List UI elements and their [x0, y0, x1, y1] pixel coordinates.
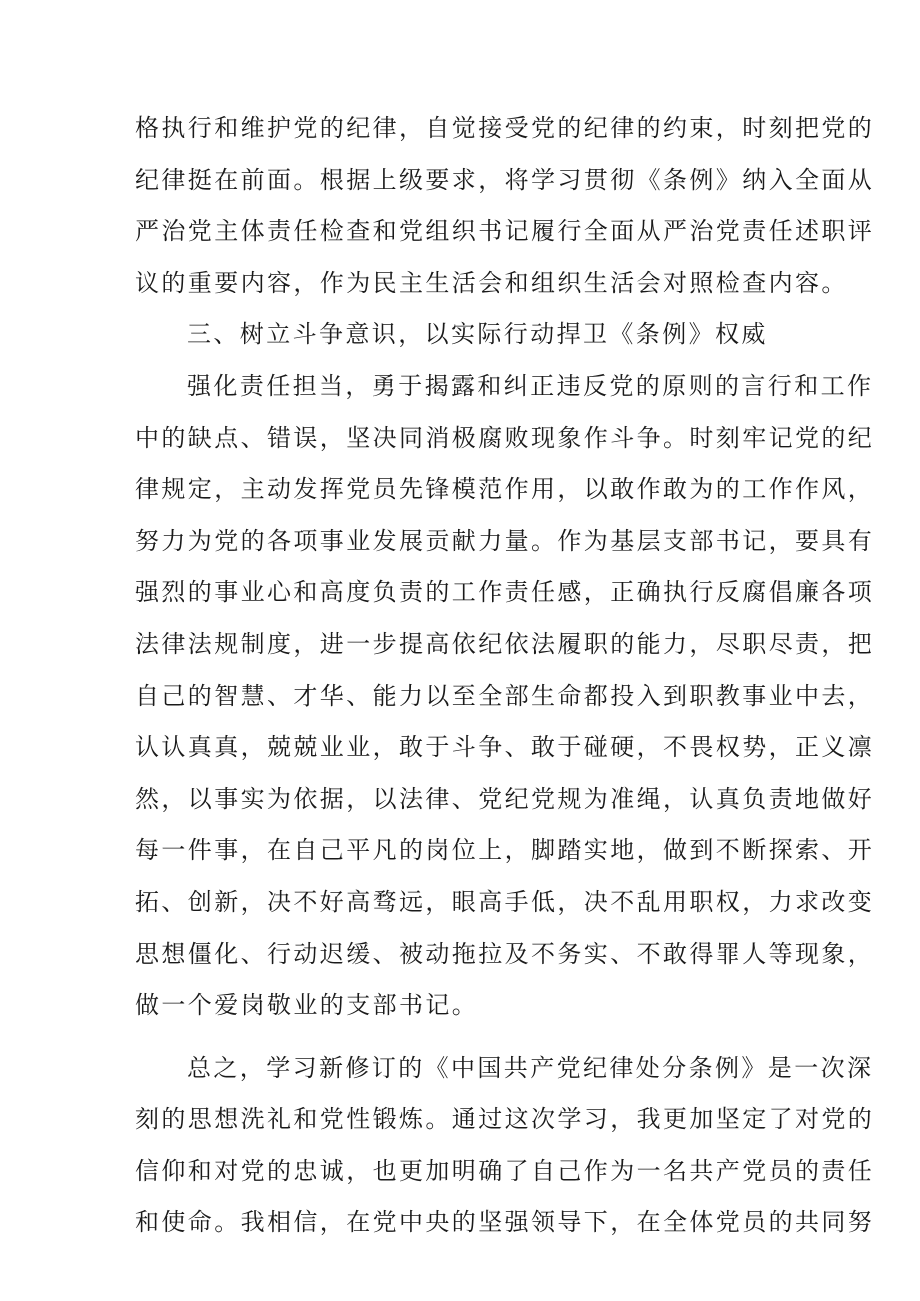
text-line: 刻的思想洗礼和党性锻炼。通过这次学习，我更加坚定了对党的: [135, 1105, 875, 1134]
text-line: 纪律挺在前面。根据上级要求，将学习贯彻《条例》纳入全面从: [135, 165, 875, 194]
text-line: 然，以事实为依据，以法律、党纪党规为准绳，认真负责地做好: [135, 784, 875, 813]
text-line: 律规定，主动发挥党员先锋模范作用，以敢作敢为的工作作风，: [135, 475, 875, 504]
text-line: 思想僵化、行动迟缓、被动拖拉及不务实、不敢得罪人等现象，: [135, 939, 875, 968]
text-line: 认认真真，兢兢业业，敢于斗争、敢于碰硬，不畏权势，正义凛: [135, 733, 875, 762]
text-line: 议的重要内容，作为民主生活会和组织生活会对照检查内容。: [135, 268, 848, 297]
text-line: 拓、创新，决不好高骛远，眼高手低，决不乱用职权，力求改变: [135, 887, 875, 916]
text-line: 总之，学习新修订的《中国共产党纪律处分条例》是一次深: [187, 1053, 874, 1082]
text-line: 严治党主体责任检查和党组织书记履行全面从严治党责任述职评: [135, 217, 875, 246]
text-line: 强化责任担当，勇于揭露和纠正违反党的原则的言行和工作: [187, 371, 874, 400]
text-line: 格执行和维护党的纪律，自觉接受党的纪律的约束，时刻把党的: [135, 114, 875, 142]
section-heading: 三、树立斗争意识，以实际行动捍卫《条例》权威: [187, 320, 768, 349]
text-line: 法律法规制度，进一步提高依纪依法履职的能力，尽职尽责，把: [135, 629, 875, 658]
text-line: 做一个爱岗敬业的支部书记。: [135, 991, 479, 1020]
text-line: 和使命。我相信，在党中央的坚强领导下，在全体党员的共同努: [135, 1208, 875, 1237]
text-line: 努力为党的各项事业发展贡献力量。作为基层支部书记，要具有: [135, 526, 875, 555]
text-line: 自己的智慧、才华、能力以至全部生命都投入到职教事业中去，: [135, 681, 875, 710]
text-line: 信仰和对党的忠诚，也更加明确了自己作为一名共产党员的责任: [135, 1156, 875, 1185]
text-line: 中的缺点、错误，坚决同消极腐败现象作斗争。时刻牢记党的纪: [135, 423, 875, 452]
text-line: 每一件事，在自己平凡的岗位上，脚踏实地，做到不断探索、开: [135, 836, 875, 865]
document-body: [135, 103, 875, 1249]
text-line: 强烈的事业心和高度负责的工作责任感，正确执行反腐倡廉各项: [135, 578, 875, 607]
